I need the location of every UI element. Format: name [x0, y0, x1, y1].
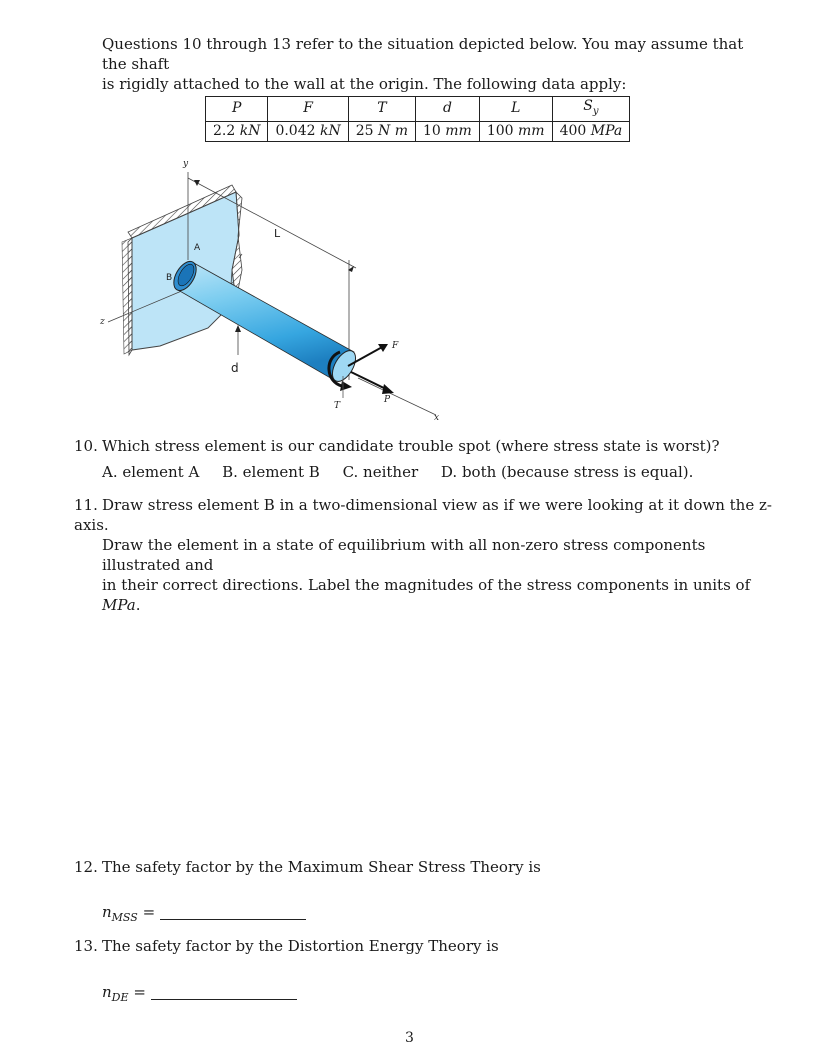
value-p: 2.2 kN	[206, 121, 268, 141]
header-d: d	[416, 97, 480, 122]
q11-unit: MPa	[102, 596, 136, 614]
question-13	[74, 936, 774, 956]
shaft-figure	[96, 150, 456, 425]
value-d: 10 mm	[416, 121, 480, 141]
header-sy: $S_y$	[552, 97, 630, 122]
n-de-answer-blank[interactable]	[151, 999, 297, 1000]
q10-choice-d[interactable]: D. both (because stress is equal).	[440, 463, 694, 481]
intro-line-1: Questions 10 through 13 refer to the situation depicted below. You may assume that the shaft	[102, 35, 744, 73]
n-de-symbol: $n_{DE}$	[102, 983, 129, 1004]
label-a: A	[194, 243, 201, 253]
q12-equals: =	[142, 903, 156, 921]
label-x: x	[434, 413, 440, 423]
table-header-row	[206, 97, 630, 122]
label-t: T	[334, 401, 341, 411]
header-p: P	[206, 97, 268, 122]
label-z: z	[100, 317, 105, 327]
header-t: T	[348, 97, 415, 122]
question-11	[74, 495, 774, 615]
data-table	[205, 96, 630, 142]
q10-text: Which stress element is our candidate trouble spot (where stress state is worst)?	[102, 437, 720, 455]
label-y: y	[183, 159, 189, 169]
n-mss-answer-blank[interactable]	[160, 919, 306, 920]
q11-line-1: Draw stress element B in a two-dimensional view as if we were looking at it down the z-axis.	[74, 496, 772, 534]
q10-number: 10.	[74, 437, 98, 455]
q13-number: 13.	[74, 937, 98, 955]
q10-choice-b[interactable]: B. element B	[222, 463, 320, 481]
header-f: F	[268, 97, 348, 122]
intro-paragraph	[102, 34, 762, 94]
question-12	[74, 857, 774, 877]
q13-answer-line	[102, 982, 297, 1008]
q12-answer-line	[102, 902, 306, 928]
value-l: 100 mm	[479, 121, 552, 141]
label-l: L	[274, 227, 281, 240]
q10-choice-a[interactable]: A. element A	[102, 463, 200, 481]
q13-text: The safety factor by the Distortion Energy Theory is	[102, 937, 499, 955]
q11-number: 11.	[74, 496, 98, 514]
label-b: B	[166, 273, 173, 283]
value-sy: 400 MPa	[552, 121, 630, 141]
q10-choice-c[interactable]: C. neither	[342, 463, 419, 481]
x-axis-line	[358, 378, 436, 415]
value-t: 25 N m	[348, 121, 415, 141]
q10-choices	[74, 462, 774, 482]
force-p-arrow	[351, 372, 388, 390]
label-f: F	[392, 341, 399, 351]
label-d: d	[231, 361, 239, 375]
n-mss-symbol: $n_{MSS}$	[102, 903, 138, 924]
q12-number: 12.	[74, 858, 98, 876]
q11-line-2: Draw the element in a state of equilibrium with all non-zero stress components illustrated and	[102, 536, 706, 574]
q13-equals: =	[133, 983, 146, 1001]
label-p: P	[384, 395, 391, 405]
page-number: 3	[405, 1030, 414, 1046]
value-f: 0.042 kN	[268, 121, 348, 141]
q12-text: The safety factor by the Maximum Shear Stress Theory is	[102, 858, 541, 876]
header-l: L	[479, 97, 552, 122]
intro-line-2: is rigidly attached to the wall at the origin. The following data apply:	[102, 75, 627, 93]
q11-line-3: in their correct directions. Label the magnitudes of the stress components in units of MPa.	[102, 576, 751, 614]
question-10	[74, 436, 774, 482]
table-value-row	[206, 121, 630, 141]
